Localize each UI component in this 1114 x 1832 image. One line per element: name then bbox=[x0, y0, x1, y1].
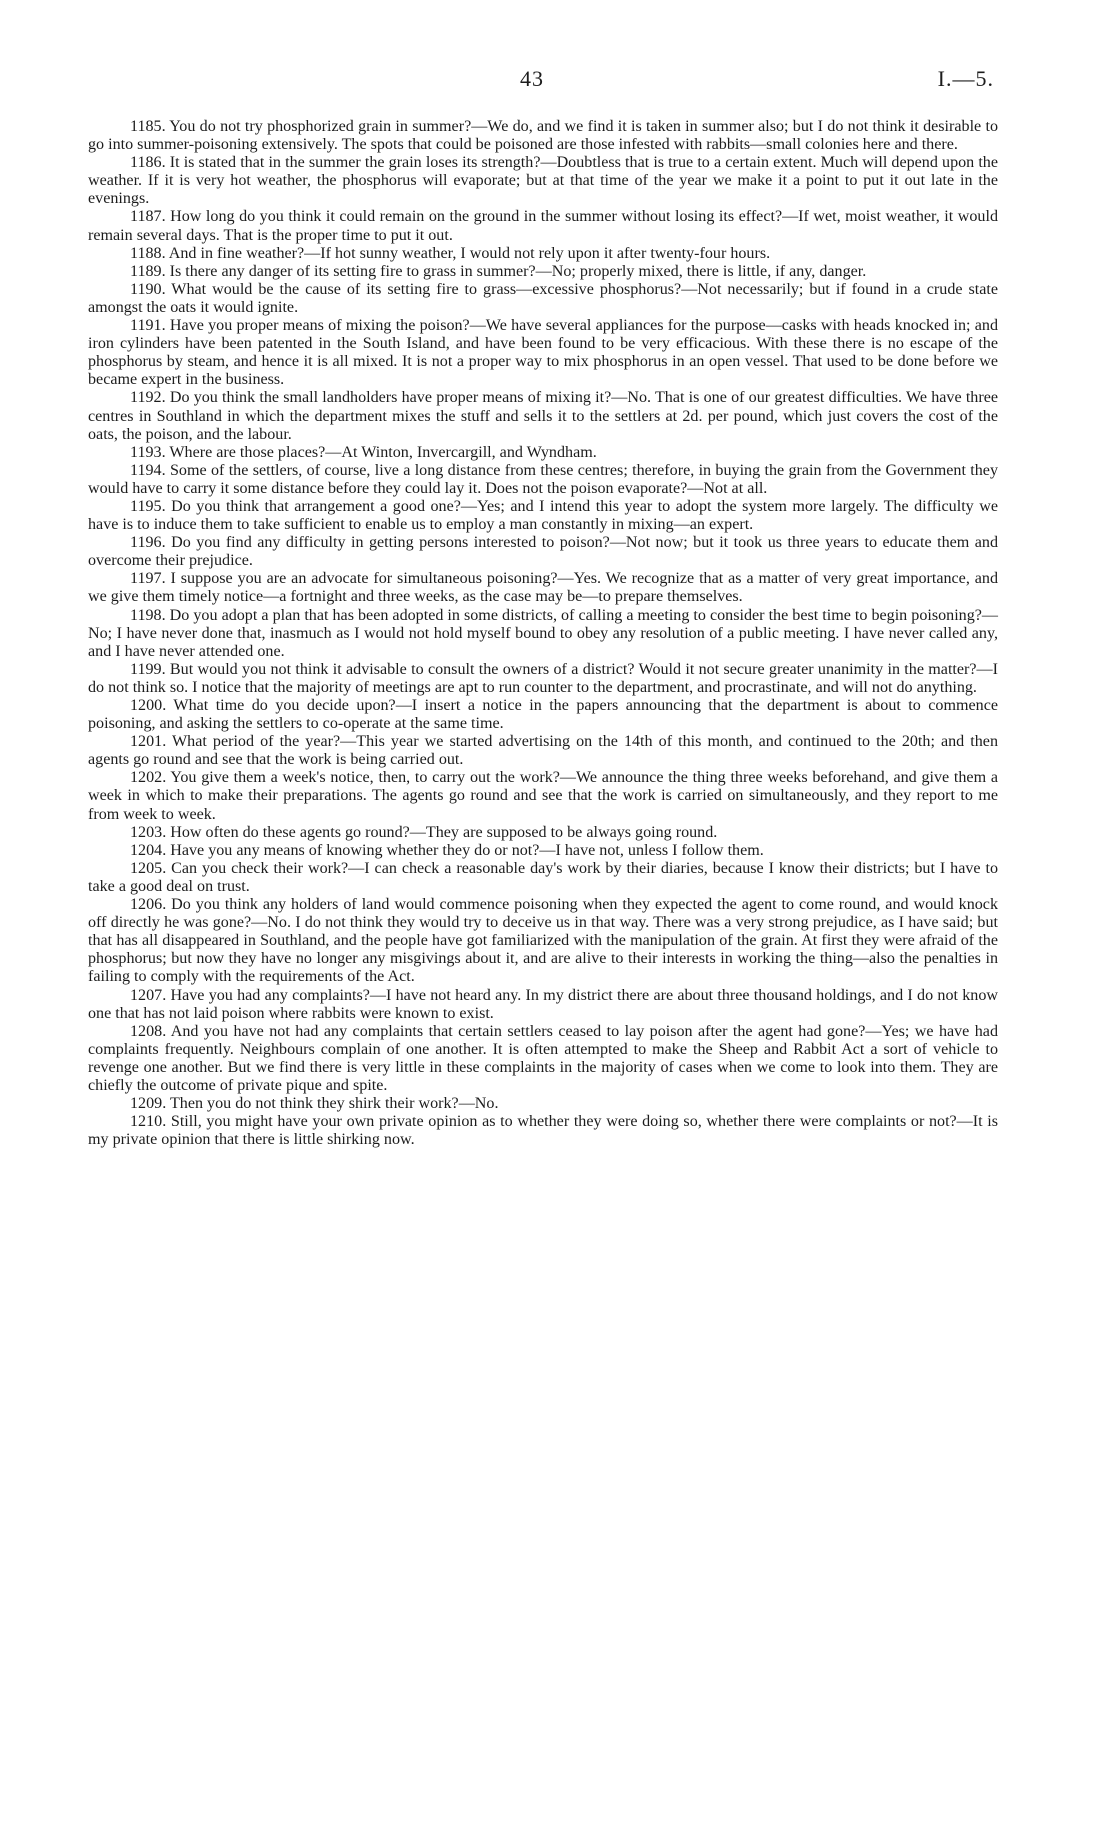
question-1209: 1209. Then you do not think they shirk their work?—No. bbox=[130, 1095, 499, 1113]
page-number: 43 bbox=[520, 66, 544, 91]
question-1197: 1197. I suppose you are an advocate for simultaneous poisoning?—Yes. We recognize that as a matter of very great importance, and we give them timely notice—a fortnight and three weeks, as the case may be—to prepare themselves. bbox=[88, 570, 998, 606]
question-1206: 1206. Do you think any holders of land would commence poisoning when they expected the agent to come round, and would knock off directly he was gone?—No. I do not think they would try to deceive us in that way. There was a very strong prejudice, as I have said; but that has all disappeared in Southland, and the people have got familiarized with the manipulation of the grain. At first they were afraid of the phosphorus; but now they have no longer any misgivings about it, and are alive to their interests in working the thing—also the penalties in failing to comply with the requirements of the Act. bbox=[88, 896, 998, 986]
question-1200: 1200. What time do you decide upon?—I insert a notice in the papers announcing that the department is about to commence poisoning, and asking the settlers to co-operate at the same time. bbox=[88, 697, 998, 733]
question-1199: 1199. But would you not think it advisable to consult the owners of a district? Would it not secure greater unanimity in the matter?—I do not think so. I notice that the majority of meetings are apt to run counter to the department, and procrastinate, and will not do anything. bbox=[88, 660, 998, 696]
question-1204: 1204. Have you any means of knowing whether they do or not?—I have not, unless I follow them. bbox=[130, 841, 764, 859]
question-1186: 1186. It is stated that in the summer the grain loses its strength?—Doubtless that is true to a certain extent. Much will depend upon the weather. If it is very hot weather, the phosphorus will evaporate; but at that time of the year we make it a point to put it out late in the evenings. bbox=[88, 154, 998, 208]
question-1188: 1188. And in fine weather?—If hot sunny weather, I would not rely upon it after twenty-four hours. bbox=[130, 244, 771, 262]
question-1205: 1205. Can you check their work?—I can check a reasonable day's work by their diaries, because I know their districts; but I have to take a good deal on trust. bbox=[88, 859, 998, 895]
question-1195: 1195. Do you think that arrangement a good one?—Yes; and I intend this year to adopt the system more largely. The difficulty we have is to induce them to take sufficient to enable us to employ a man constantly in mixing—an expert. bbox=[88, 497, 998, 534]
question-1187: 1187. How long do you think it could remain on the ground in the summer without losing its effect?—If wet, moist weather, it would remain several days. That is the proper time to put it out. bbox=[88, 208, 998, 244]
question-1198: 1198. Do you adopt a plan that has been adopted in some districts, of calling a meeting to consider the best time to begin poisoning?—No; I have never done that, inasmuch as I would not hold myself bound to obey any resolution of a public meeting. I have never called any, and I have never attended one. bbox=[88, 606, 998, 660]
evidence-text bbox=[88, 118, 998, 1149]
question-1192: 1192. Do you think the small landholders have proper means of mixing it?—No. That is one of our greatest difficulties. We have three centres in Southland in which the department mixes the stuff and sells it to the settlers at 2d. per pound, which just covers the cost of the oats, the poison, and the labour. bbox=[88, 389, 998, 443]
question-1207: 1207. Have you had any complaints?—I have not heard any. In my district there are about three thousand holdings, and I do not know one that has not laid poison where rabbits were known to exist. bbox=[88, 986, 998, 1022]
question-1190: 1190. What would be the cause of its setting fire to grass—excessive phosphorus?—Not necessarily; but if found in a crude state amongst the oats it would ignite. bbox=[88, 280, 998, 316]
question-1196: 1196. Do you find any difficulty in getting persons interested to poison?—Not now; but it took us three years to educate them and overcome their prejudice. bbox=[88, 534, 998, 570]
question-1191: 1191. Have you proper means of mixing the poison?—We have several appliances for the purpose—casks with heads knocked in; and iron cylinders have been patented in the South Island, and have been found to be very efficacious. With these there is no escape of the phosphorus by steam, and hence it is all mixed. It is not a proper way to mix phosphorus in an open vessel. That used to be done before we became expert in the business. bbox=[88, 317, 998, 389]
question-1194: 1194. Some of the settlers, of course, live a long distance from these centres; therefore, in buying the grain from the Government they would have to carry it some distance before they could lay it. Does not the poison evaporate?—Not at all. bbox=[88, 461, 998, 497]
question-1185: 1185. You do not try phosphorized grain in summer?—We do, and we find it is taken in summer also; but I do not think it desirable to go into summer-poisoning extensively. The spots that could be poisoned are those infested with rabbits—small colonies here and there. bbox=[88, 118, 998, 154]
question-1189: 1189. Is there any danger of its setting fire to grass in summer?—No; properly mixed, there is little, if any, danger. bbox=[130, 262, 867, 280]
question-1201: 1201. What period of the year?—This year we started advertising on the 14th of this month, and continued to the 20th; and then agents go round and see that the work is being carried out. bbox=[88, 733, 998, 769]
question-1202: 1202. You give them a week's notice, then, to carry out the work?—We announce the thing three weeks beforehand, and give them a week in which to make their preparations. The agents go round and see that the work is carried on simultaneously, and they report to me from week to week. bbox=[88, 769, 998, 823]
question-1203: 1203. How often do these agents go round?—They are supposed to be always going round. bbox=[130, 823, 718, 841]
question-1208: 1208. And you have not had any complaints that certain settlers ceased to lay poison after the agent had gone?—Yes; we have had complaints frequently. Neighbours complain of one another. It is often attempted to make the Sheep and Rabbit Act a sort of vehicle to revenge one another. But we find there is very little in these complaints in the majority of cases when we come to look into them. They are chiefly the outcome of private pique and spite. bbox=[88, 1022, 998, 1094]
question-1210: 1210. Still, you might have your own private opinion as to whether they were doing so, whether there were complaints or not?—It is my private opinion that there is little shirking now. bbox=[88, 1113, 998, 1149]
document-reference: I.—5. bbox=[937, 66, 994, 91]
page-header bbox=[0, 66, 1114, 96]
question-1193: 1193. Where are those places?—At Winton, Invercargill, and Wyndham. bbox=[130, 443, 597, 461]
